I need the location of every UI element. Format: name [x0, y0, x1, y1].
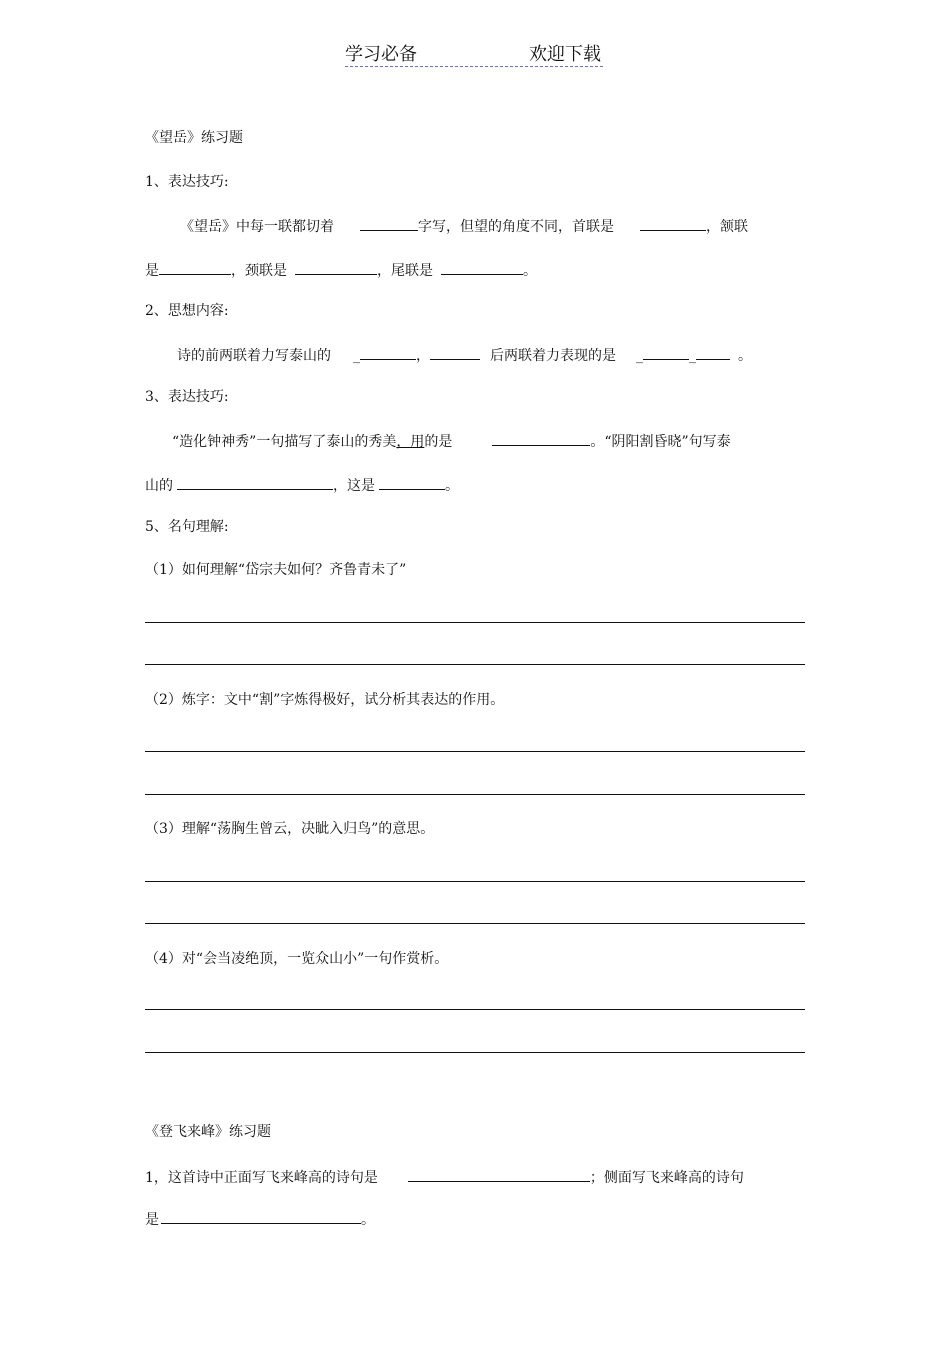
q3-line1-text-c: 的是 [424, 434, 453, 450]
s2-q1-text-a: 1，这首诗中正面写飞来峰高的诗句是 [145, 1170, 378, 1186]
q1-line2-text-b: ，颈联是 [231, 263, 287, 279]
q2-blank-3[interactable] [643, 345, 689, 360]
s2-q1-line2 [145, 1209, 375, 1229]
q3-blank-2[interactable] [177, 475, 333, 490]
q5-sub3: （3）理解“荡胸生曾云，决眦入归鸟”的意思。 [145, 821, 435, 837]
q5-sub4: （4）对“会当凌绝顶，一览众山小”一句作赏析。 [145, 951, 449, 967]
q2-text-g: 。 [738, 348, 752, 364]
answer-line[interactable] [145, 881, 805, 882]
answer-line[interactable] [145, 622, 805, 623]
header-right-text: 欢迎下载 [529, 44, 601, 65]
q1-heading: 1、表达技巧: [145, 174, 229, 190]
q3-blank-1[interactable] [492, 431, 590, 446]
q1-blank-5[interactable] [441, 260, 523, 275]
s2-q1-text-c: 是 [145, 1212, 159, 1228]
q2-text-e: _ [636, 348, 643, 364]
q2-blank-4[interactable] [696, 345, 730, 360]
q3-line2-text-c: 。 [445, 478, 459, 494]
q1-line1-text-b: 字写，但望的角度不同，首联是 [418, 219, 614, 235]
q3-line1-text-a: “造化钟神秀”一句描写了泰山的秀美 [172, 434, 397, 450]
q1-blank-2[interactable] [640, 216, 706, 231]
answer-line[interactable] [145, 1052, 805, 1053]
q3-line1-text-d: 。“阴阳割昏晓”句写泰 [590, 434, 731, 450]
section2-title: 《登飞来峰》练习题 [145, 1124, 271, 1140]
answer-line[interactable] [145, 794, 805, 795]
q1-line2 [145, 260, 537, 280]
q1-line1-text-a: 《望岳》中每一联都切着 [180, 219, 334, 235]
q2-text-b: _ [353, 348, 360, 364]
q3-line2 [145, 475, 459, 495]
s2-q1-text-b: ；侧面写飞来峰高的诗句 [589, 1170, 744, 1186]
q1-blank-1[interactable] [360, 216, 418, 231]
q2-text-c: ， [416, 348, 430, 364]
q5-sub2: （2）炼字：文中“割”字炼得极好，试分析其表达的作用。 [145, 692, 505, 708]
q3-blank-3[interactable] [379, 475, 445, 490]
s2-q1-blank-2[interactable] [161, 1209, 361, 1224]
q3-line2-text-a: 山的 [145, 478, 173, 494]
q1-line2-text-c: ，尾联是 [377, 263, 433, 279]
section1-title: 《望岳》练习题 [145, 130, 243, 146]
q1-line2-text-d: 。 [523, 263, 537, 279]
page-header [345, 38, 603, 67]
answer-line[interactable] [145, 1009, 805, 1010]
q3-heading: 3、表达技巧: [145, 389, 229, 405]
answer-line[interactable] [145, 664, 805, 665]
q5-sub1: （1）如何理解“岱宗夫如何？齐鲁青未了” [145, 562, 407, 578]
s2-q1-blank-1[interactable] [408, 1167, 590, 1182]
s2-q1-line1 [145, 1167, 744, 1187]
q1-blank-3[interactable] [159, 260, 231, 275]
q5-heading: 5、名句理解: [145, 519, 229, 535]
answer-line[interactable] [145, 751, 805, 752]
answer-line[interactable] [145, 923, 805, 924]
q3-line1 [172, 431, 731, 451]
q1-line2-text-a: 是 [145, 263, 159, 279]
q3-line1-text-b: ，用 [396, 434, 425, 450]
q3-line2-text-b: ，这是 [333, 478, 375, 494]
q1-blank-4[interactable] [295, 260, 377, 275]
q1-line1-text-c: ，颔联 [706, 219, 748, 235]
q2-line [177, 345, 752, 365]
s2-q1-text-d: 。 [361, 1212, 375, 1228]
header-left-text: 学习必备 [345, 44, 417, 65]
q2-heading: 2、思想内容: [145, 303, 229, 319]
q2-text-f: _ [689, 348, 696, 364]
q1-line1 [180, 216, 748, 236]
q2-text-d: 后两联着力表现的是 [490, 348, 616, 364]
q2-blank-2[interactable] [430, 345, 480, 360]
q2-text-a: 诗的前两联着力写泰山的 [177, 348, 331, 364]
q2-blank-1[interactable] [360, 345, 416, 360]
